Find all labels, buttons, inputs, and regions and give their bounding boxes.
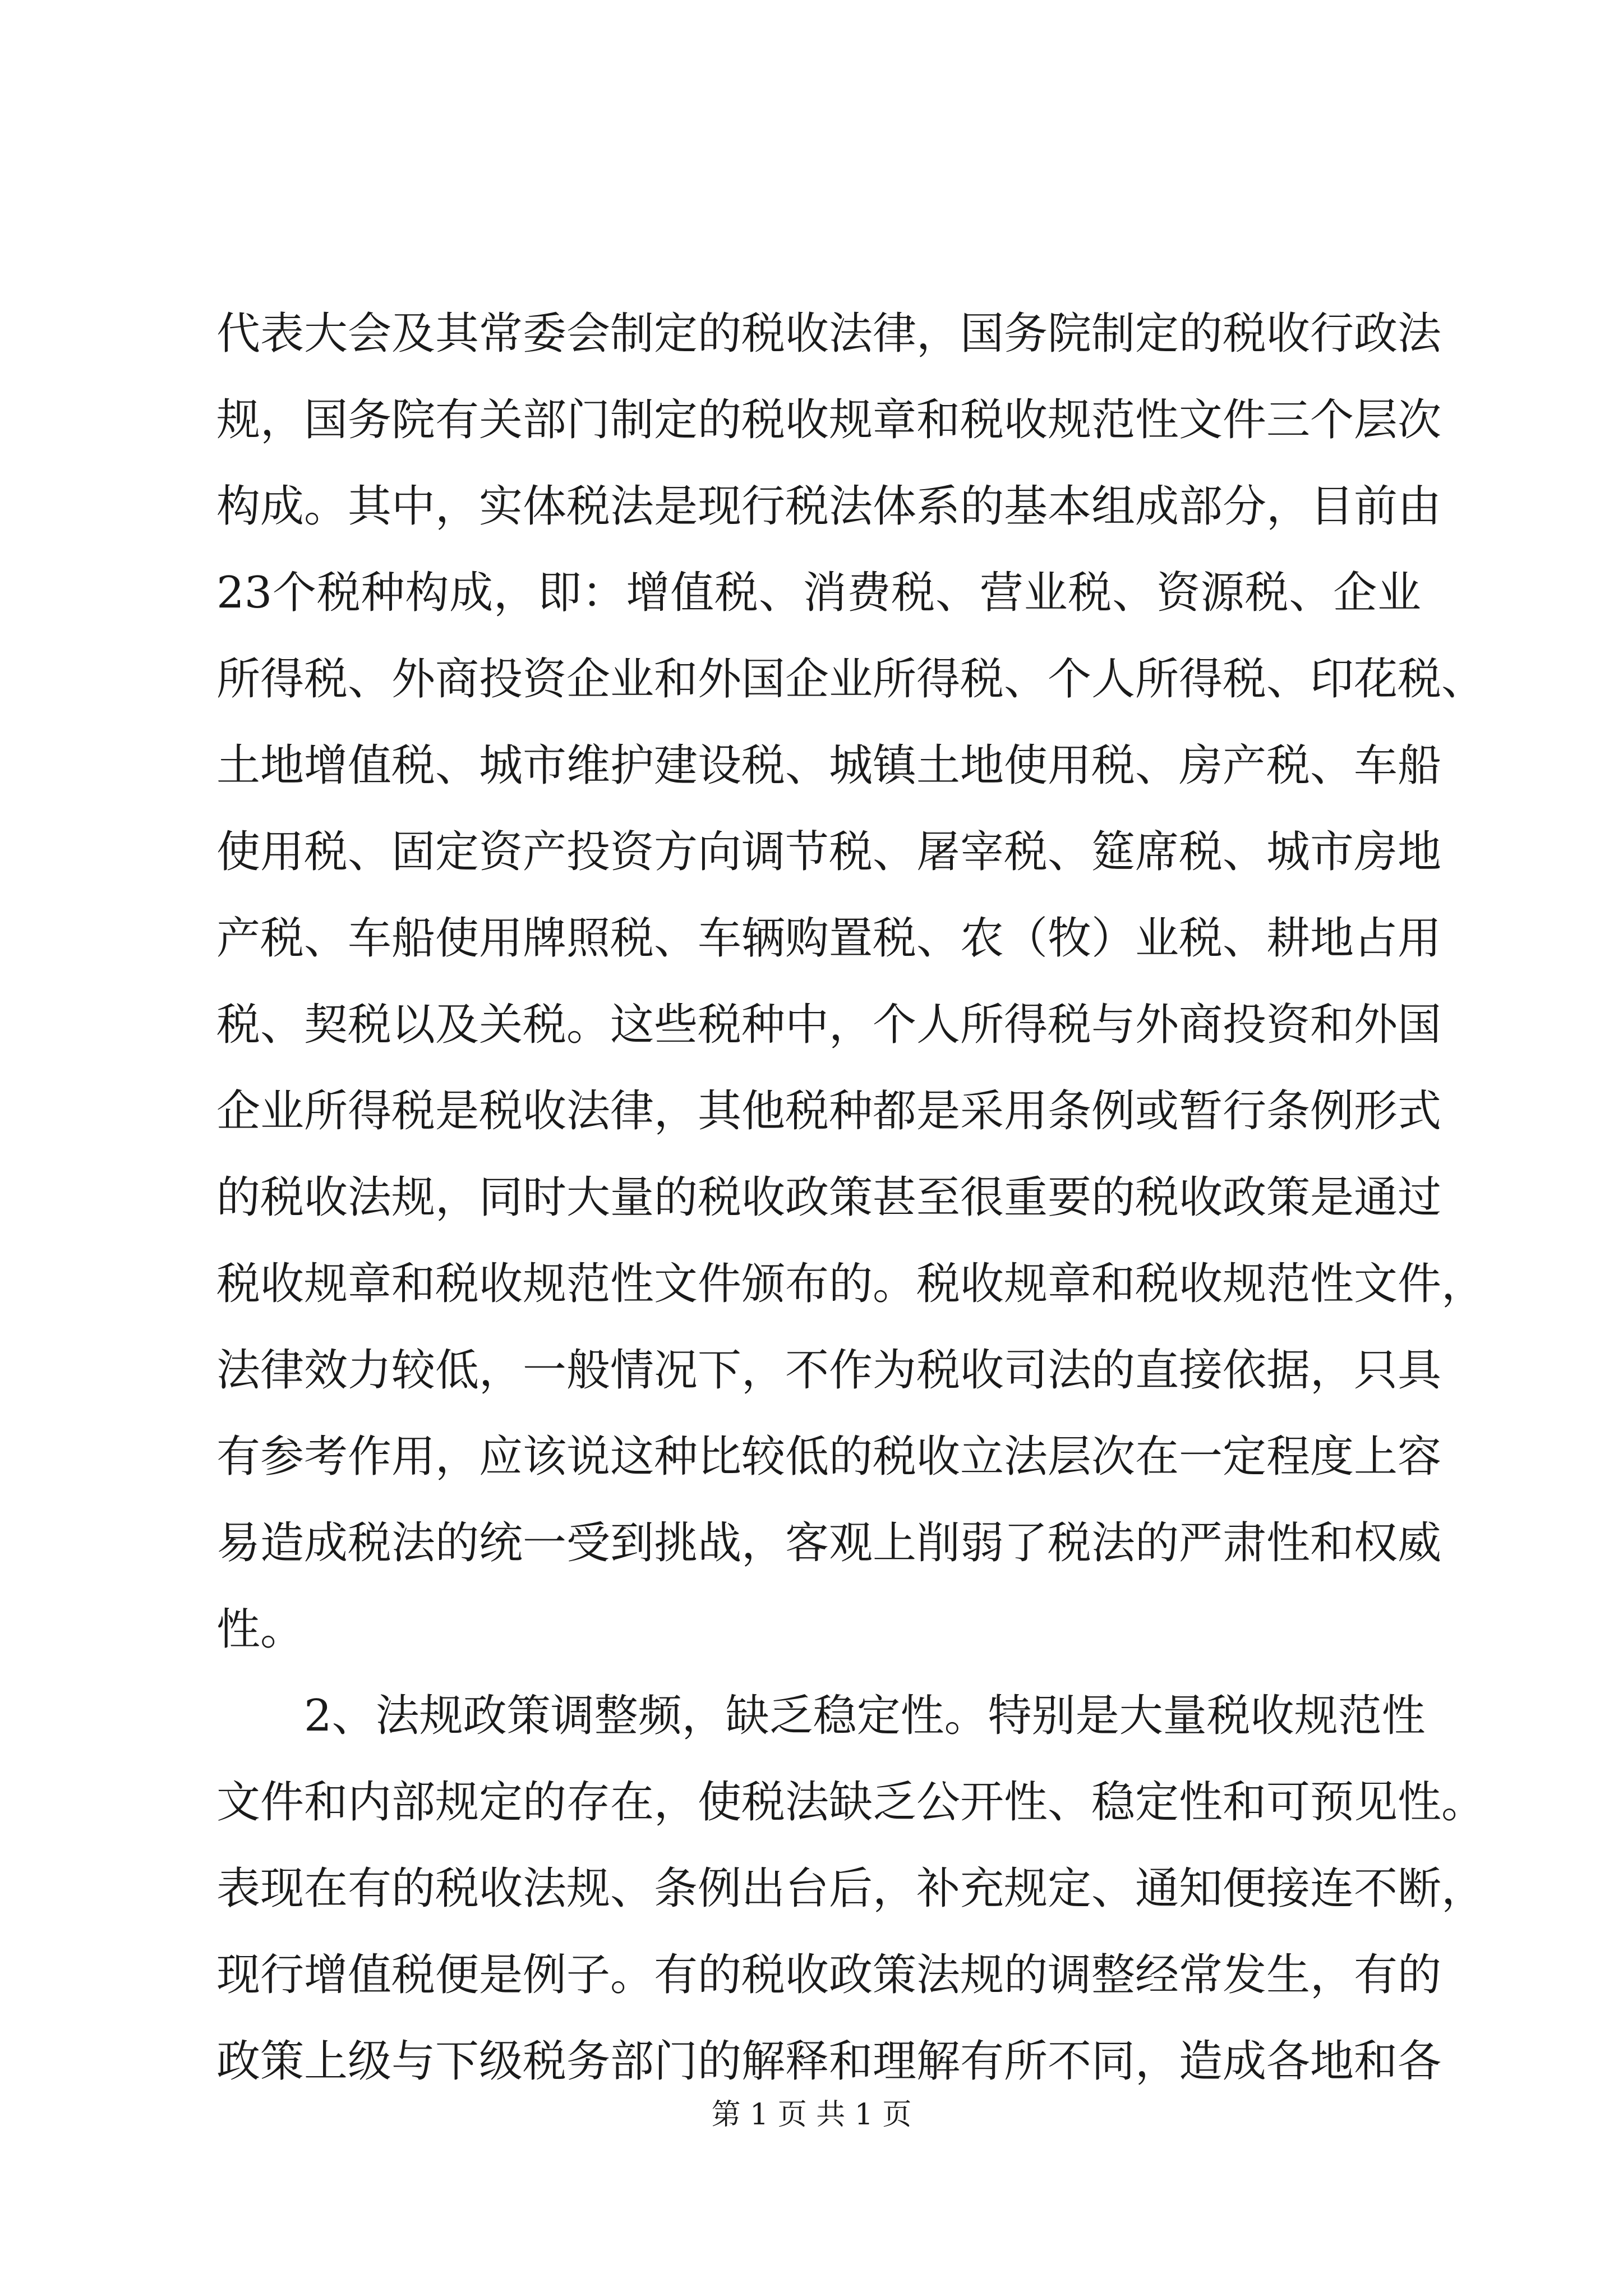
text-line: 土地增值税、城市维护建设税、城镇土地使用税、房产税、车船 — [216, 740, 1442, 791]
text-line: 23个税种构成，即：增值税、消费税、营业税、资源税、企业 — [216, 568, 1421, 618]
text-line: 代表大会及其常委会制定的税收法律，国务院制定的税收行政法 — [216, 309, 1442, 359]
text-line: 使用税、固定资产投资方向调节税、屠宰税、筵席税、城市房地 — [216, 827, 1442, 877]
text-line: 现行增值税便是例子。有的税收政策法规的调整经常发生，有的 — [216, 1950, 1442, 2000]
text-line: 税、契税以及关税。这些税种中，个人所得税与外商投资和外国 — [216, 1000, 1442, 1050]
text-line: 表现在有的税收法规、条例出台后，补充规定、通知便接连不断， — [216, 1864, 1486, 1914]
text-line: 有参考作用，应该说这种比较低的税收立法层次在一定程度上容 — [216, 1432, 1442, 1482]
text-line: 文件和内部规定的存在，使税法缺乏公开性、稳定性和可预见性。 — [216, 1777, 1486, 1828]
text-line: 政策上级与下级税务部门的解释和理解有所不同，造成各地和各 — [216, 2036, 1442, 2087]
text-line: 所得税、外商投资企业和外国企业所得税、个人所得税、印花税、 — [216, 654, 1486, 705]
text-line: 企业所得税是税收法律，其他税种都是采用条例或暂行条例形式 — [216, 1086, 1442, 1137]
text-line: 产税、车船使用牌照税、车辆购置税、农（牧）业税、耕地占用 — [216, 913, 1442, 964]
text-line: 规，国务院有关部门制定的税收规章和税收规范性文件三个层次 — [216, 395, 1442, 445]
text-line: 性。 — [216, 1604, 305, 1655]
text-line: 构成。其中，实体税法是现行税法体系的基本组成部分，目前由 — [216, 481, 1442, 532]
page-footer: 第 1 页 共 1 页 — [711, 2098, 912, 2132]
text-line: 的税收法规，同时大量的税收政策甚至很重要的税收政策是通过 — [216, 1172, 1442, 1223]
body-text — [216, 291, 1486, 2105]
text-line: 税收规章和税收规范性文件颁布的。税收规章和税收规范性文件， — [216, 1259, 1486, 1309]
text-line: 法律效力较低，一般情况下，不作为税收司法的直接依据，只具 — [216, 1345, 1442, 1396]
paragraph-start-line: 2、法规政策调整频，缺乏稳定性。特别是大量税收规范性 — [304, 1691, 1426, 1741]
text-line: 易造成税法的统一受到挑战，客观上削弱了税法的严肃性和权威 — [216, 1518, 1442, 1568]
